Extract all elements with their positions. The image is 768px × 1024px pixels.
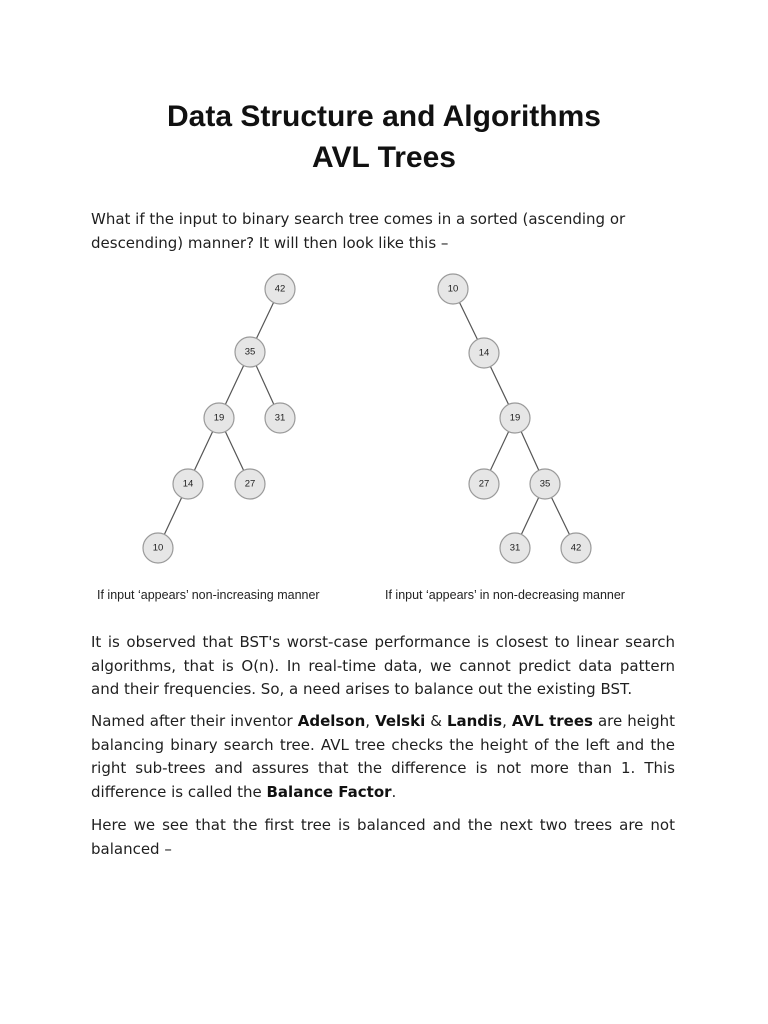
para-text: ,: [502, 712, 512, 730]
svg-text:27: 27: [478, 478, 490, 490]
para-text: are height balancing binary search tree. AVL tree checks the height of the left and the right sub-trees and assures that the difference is not more than 1. This difference is called the: [91, 712, 676, 801]
inventor-velski: Velski: [375, 712, 426, 730]
svg-text:27: 27: [244, 478, 256, 490]
balance-factor-term: Balance Factor: [266, 782, 392, 801]
balanced-trees-paragraph: Here we see that the first tree is balanced and the next two trees are not balanced –: [91, 816, 675, 858]
tree-node: [143, 533, 173, 563]
svg-text:42: 42: [570, 542, 582, 554]
intro-paragraph: What if the input to binary search tree comes in a sorted (ascending or descending) manner? It will then look like this –: [91, 210, 626, 252]
svg-text:31: 31: [274, 412, 286, 424]
svg-text:35: 35: [244, 346, 256, 358]
svg-text:31: 31: [509, 542, 521, 554]
tree-node: [173, 469, 203, 499]
tree-node: [469, 469, 499, 499]
left-tree-caption: If input ‘appears’ non-increasing manner: [97, 588, 320, 602]
svg-text:10: 10: [447, 283, 459, 295]
svg-text:19: 19: [509, 412, 521, 424]
page-subtitle: AVL Trees: [312, 141, 456, 174]
svg-text:14: 14: [182, 478, 194, 490]
tree-node: [235, 337, 265, 367]
svg-text:19: 19: [213, 412, 225, 424]
para-text: Named after their inventor: [91, 712, 298, 730]
tree-node: [500, 533, 530, 563]
inventor-adelson: Adelson: [297, 712, 366, 730]
para-text: ,: [365, 712, 376, 730]
para-text: &: [425, 712, 447, 730]
tree-node: [530, 469, 560, 499]
para-text: .: [391, 782, 397, 801]
page-title: Data Structure and Algorithms: [167, 100, 601, 133]
svg-text:10: 10: [152, 542, 164, 554]
tree-node: [469, 338, 499, 368]
tree-node: [235, 469, 265, 499]
right-tree-caption: If input ‘appears’ in non-decreasing manner: [385, 588, 625, 602]
avl-trees-term: AVL trees: [511, 712, 593, 730]
tree-node: [561, 533, 591, 563]
tree-node: [265, 403, 295, 433]
svg-text:42: 42: [274, 283, 286, 295]
tree-node: [204, 403, 234, 433]
tree-node: [265, 274, 295, 304]
worst-case-paragraph: It is observed that BST's worst-case performance is closest to linear search algorithms, that is O(n). In real-time data, we cannot predict data pattern and their frequencies. So, a need arises to balance out the existing BST.: [91, 633, 675, 698]
svg-text:35: 35: [539, 478, 551, 490]
tree-node: [438, 274, 468, 304]
tree-node: [500, 403, 530, 433]
svg-text:14: 14: [478, 347, 490, 359]
inventor-landis: Landis: [446, 712, 503, 730]
avl-definition-paragraph: [91, 710, 675, 804]
